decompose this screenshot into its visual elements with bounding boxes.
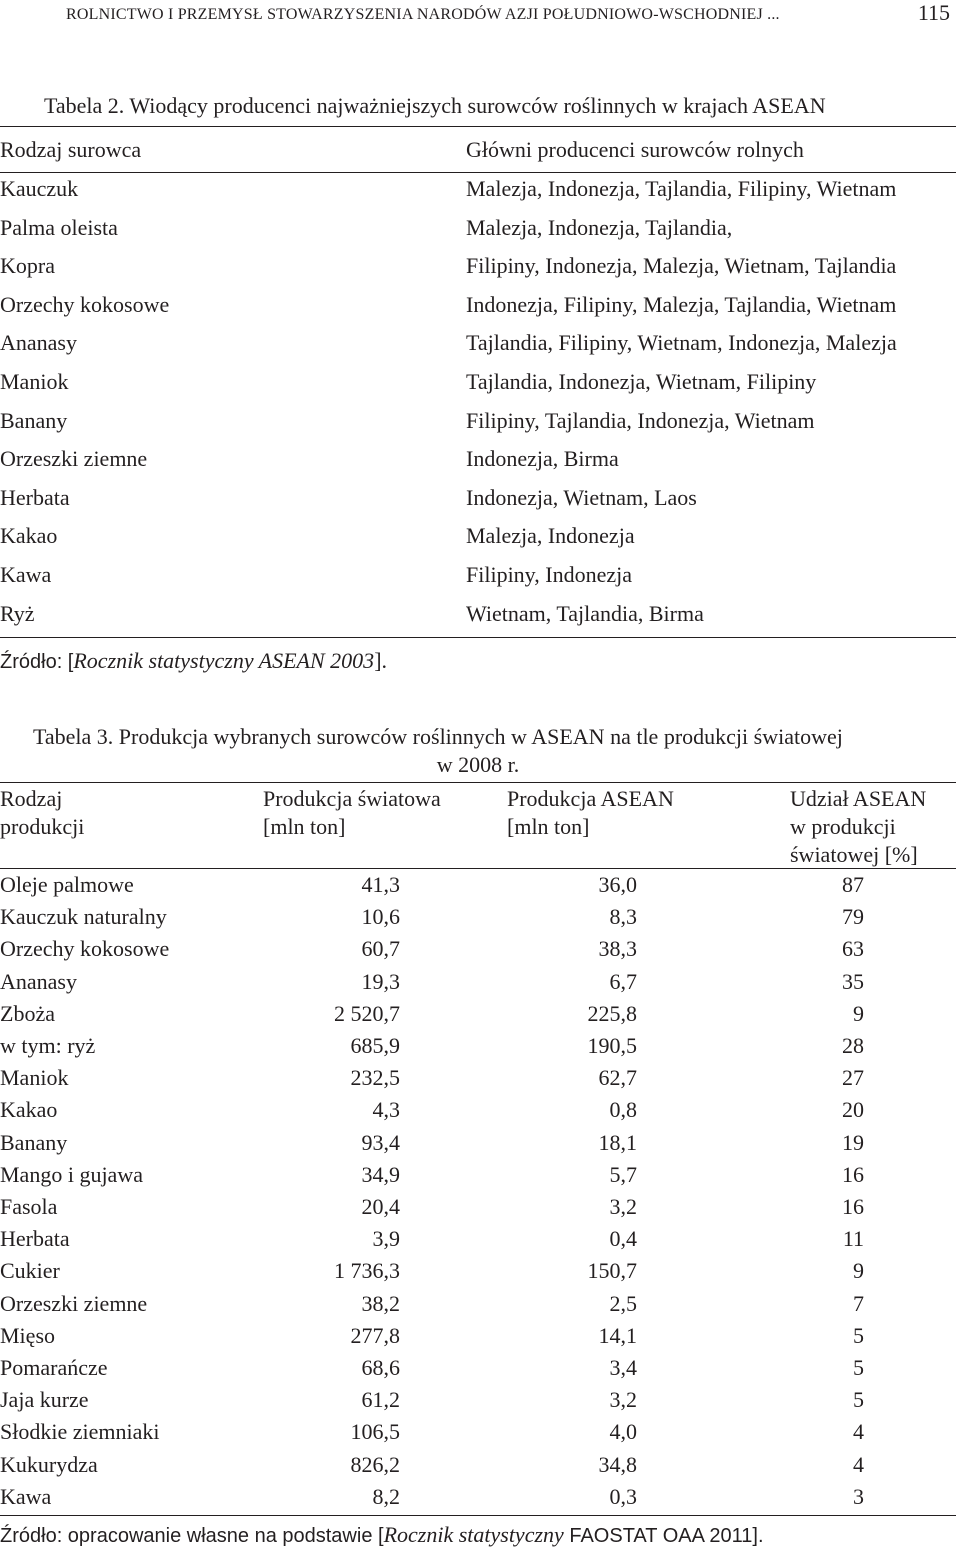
table3-cell-world: 106,5 bbox=[350, 1419, 400, 1444]
table3-cell-type: Ananasy bbox=[0, 969, 77, 994]
page-number: 115 bbox=[917, 0, 950, 25]
table3-cell-share: 19 bbox=[842, 1130, 864, 1155]
table3-cell-type: Kawa bbox=[0, 1484, 52, 1509]
table3-cell-asean: 190,5 bbox=[587, 1033, 637, 1058]
table3-cell-type: Kauczuk naturalny bbox=[0, 904, 167, 929]
table3-cell-world: 232,5 bbox=[350, 1065, 400, 1090]
table3-cell-asean: 6,7 bbox=[609, 969, 637, 994]
table3-cell-asean: 0,4 bbox=[609, 1226, 637, 1251]
table2-header-rule bbox=[0, 172, 956, 173]
table3-cell-asean: 4,0 bbox=[609, 1419, 637, 1444]
table3-cell-share: 27 bbox=[842, 1065, 864, 1090]
table2-cell-producers: Indonezja, Birma bbox=[466, 446, 619, 471]
table3-cell-type: Herbata bbox=[0, 1226, 70, 1251]
table3-cell-world: 4,3 bbox=[372, 1097, 400, 1122]
table3-cell-asean: 18,1 bbox=[598, 1130, 637, 1155]
table2-cell-type: Palma oleista bbox=[0, 215, 118, 240]
table3-cell-world: 19,3 bbox=[361, 969, 400, 994]
table3-cell-world: 68,6 bbox=[361, 1355, 400, 1380]
table3-cell-world: 10,6 bbox=[361, 904, 400, 929]
table2-cell-producers: Tajlandia, Indonezja, Wietnam, Filipiny bbox=[466, 369, 817, 394]
table3-cell-world: 93,4 bbox=[361, 1130, 400, 1155]
table2-cell-producers: Indonezja, Filipiny, Malezja, Tajlandia, Wietnam bbox=[466, 292, 897, 317]
table3-cell-type: Pomarańcze bbox=[0, 1355, 108, 1380]
table2-cell-type: Herbata bbox=[0, 485, 70, 510]
table2-bottom-rule bbox=[0, 637, 956, 638]
table3-cell-world: 277,8 bbox=[350, 1323, 400, 1348]
table3-cell-asean: 38,3 bbox=[598, 936, 637, 961]
table3-cell-asean: 3,4 bbox=[609, 1355, 637, 1380]
table3-cell-world: 20,4 bbox=[361, 1194, 400, 1219]
table3-header-world: Produkcja światowa [mln ton] bbox=[263, 786, 441, 839]
table3-cell-world: 685,9 bbox=[350, 1033, 400, 1058]
table3-cell-world: 1 736,3 bbox=[334, 1258, 400, 1283]
table3-cell-type: Jaja kurze bbox=[0, 1387, 89, 1412]
table3-cell-asean: 150,7 bbox=[587, 1258, 637, 1283]
table2-cell-producers: Tajlandia, Filipiny, Wietnam, Indonezja, Malezja bbox=[466, 330, 897, 355]
table3-cell-share: 5 bbox=[853, 1323, 864, 1348]
table3-cell-share: 20 bbox=[842, 1097, 864, 1122]
table3-cell-world: 826,2 bbox=[350, 1452, 400, 1477]
table3-cell-share: 9 bbox=[853, 1001, 864, 1026]
table2-cell-producers: Indonezja, Wietnam, Laos bbox=[466, 485, 697, 510]
table3-cell-type: Cukier bbox=[0, 1258, 60, 1283]
table3-cell-share: 5 bbox=[853, 1387, 864, 1412]
table3-header-rule bbox=[0, 868, 956, 869]
table3-cell-type: Słodkie ziemniaki bbox=[0, 1419, 160, 1444]
table3-cell-share: 5 bbox=[853, 1355, 864, 1380]
table3-cell-world: 60,7 bbox=[361, 936, 400, 961]
table3-cell-share: 63 bbox=[842, 936, 864, 961]
table2-cell-producers: Malezja, Indonezja bbox=[466, 523, 635, 548]
table3-cell-share: 79 bbox=[842, 904, 864, 929]
table3-cell-asean: 225,8 bbox=[587, 1001, 637, 1026]
table2-cell-type: Banany bbox=[0, 408, 68, 433]
table3-header-share: Udział ASEAN w produkcji światowej [%] bbox=[790, 786, 927, 867]
table3-cell-type: Mango i gujawa bbox=[0, 1162, 143, 1187]
table3-cell-type: Mięso bbox=[0, 1323, 55, 1348]
table3-cell-share: 11 bbox=[842, 1226, 864, 1251]
table2-cell-type: Maniok bbox=[0, 369, 69, 394]
table2-top-rule bbox=[0, 126, 956, 127]
table3-source: Źródło: opracowanie własne na podstawie [Rocznik statystyczny FAOSTAT OAA 2011]. bbox=[0, 1522, 764, 1547]
table3-cell-share: 7 bbox=[853, 1291, 864, 1316]
table2-cell-type: Kopra bbox=[0, 253, 55, 278]
table2-source: Źródło: [Rocznik statystyczny ASEAN 2003]. bbox=[0, 648, 388, 673]
table2-cell-type: Ryż bbox=[0, 601, 35, 626]
table2-cell-type: Kauczuk bbox=[0, 176, 79, 201]
table3-header-asean: Produkcja ASEAN [mln ton] bbox=[507, 786, 674, 839]
table3-cell-type: Orzechy kokosowe bbox=[0, 936, 170, 961]
table3-header-type: Rodzaj produkcji bbox=[0, 786, 85, 839]
table2-cell-producers: Malezja, Indonezja, Tajlandia, bbox=[466, 215, 733, 240]
table3-cell-world: 34,9 bbox=[361, 1162, 400, 1187]
table3-cell-type: Kukurydza bbox=[0, 1452, 98, 1477]
table3-cell-share: 28 bbox=[842, 1033, 864, 1058]
table3-cell-asean: 8,3 bbox=[609, 904, 637, 929]
table3-cell-asean: 0,8 bbox=[609, 1097, 637, 1122]
table3-top-rule bbox=[0, 782, 956, 783]
table3-cell-share: 35 bbox=[842, 969, 864, 994]
table3-cell-share: 4 bbox=[853, 1452, 864, 1477]
table3-cell-type: Fasola bbox=[0, 1194, 58, 1219]
table2-caption: Tabela 2. Wiodący producenci najważniejszych surowców roślinnych w krajach ASEAN bbox=[44, 93, 826, 118]
table3-cell-world: 38,2 bbox=[361, 1291, 400, 1316]
running-title: ROLNICTWO I PRZEMYSŁ STOWARZYSZENIA NARODÓW AZJI POŁUDNIOWO-WSCHODNIEJ ... bbox=[66, 6, 780, 23]
table3-cell-asean: 0,3 bbox=[609, 1484, 637, 1509]
table3-cell-type: Oleje palmowe bbox=[0, 872, 134, 897]
table3-cell-asean: 36,0 bbox=[598, 872, 637, 897]
table3-caption: Tabela 3. Produkcja wybranych surowców roślinnych w ASEAN na tle produkcji światowej bbox=[33, 724, 843, 749]
table3-cell-asean: 5,7 bbox=[609, 1162, 637, 1187]
table3-cell-share: 9 bbox=[853, 1258, 864, 1283]
table3-caption-line2: w 2008 r. bbox=[436, 752, 520, 777]
table3-cell-world: 61,2 bbox=[361, 1387, 400, 1412]
table3-cell-share: 4 bbox=[853, 1419, 864, 1444]
table3-cell-world: 8,2 bbox=[372, 1484, 400, 1509]
table2-cell-type: Kakao bbox=[0, 523, 58, 548]
table2-cell-producers: Filipiny, Indonezja, Malezja, Wietnam, Tajlandia bbox=[466, 253, 897, 278]
table3-cell-asean: 14,1 bbox=[598, 1323, 637, 1348]
table3-cell-share: 16 bbox=[842, 1162, 864, 1187]
table2-cell-type: Ananasy bbox=[0, 330, 77, 355]
table3-cell-type: w tym: ryż bbox=[0, 1033, 96, 1058]
table3-cell-type: Kakao bbox=[0, 1097, 58, 1122]
table3-cell-share: 16 bbox=[842, 1194, 864, 1219]
table3-cell-share: 3 bbox=[853, 1484, 864, 1509]
table3-cell-asean: 2,5 bbox=[609, 1291, 637, 1316]
table2-cell-type: Orzechy kokosowe bbox=[0, 292, 170, 317]
table3-cell-type: Banany bbox=[0, 1130, 68, 1155]
table2-cell-producers: Filipiny, Indonezja bbox=[466, 562, 632, 587]
table3-cell-asean: 34,8 bbox=[598, 1452, 637, 1477]
table2-cell-type: Orzeszki ziemne bbox=[0, 446, 148, 471]
table3-cell-type: Maniok bbox=[0, 1065, 69, 1090]
table2-header-producers: Główni producenci surowców rolnych bbox=[466, 137, 804, 162]
table2-cell-producers: Wietnam, Tajlandia, Birma bbox=[466, 601, 704, 626]
table3-bottom-rule bbox=[0, 1515, 956, 1516]
table3-cell-asean: 3,2 bbox=[609, 1194, 637, 1219]
table2-cell-producers: Filipiny, Tajlandia, Indonezja, Wietnam bbox=[466, 408, 815, 433]
table3-cell-world: 41,3 bbox=[361, 872, 400, 897]
table2-cell-producers: Malezja, Indonezja, Tajlandia, Filipiny, Wietnam bbox=[466, 176, 897, 201]
table3-cell-world: 2 520,7 bbox=[334, 1001, 400, 1026]
table3-cell-asean: 62,7 bbox=[598, 1065, 637, 1090]
table3-cell-asean: 3,2 bbox=[609, 1387, 637, 1412]
table3-cell-world: 3,9 bbox=[372, 1226, 400, 1251]
table2-header-type: Rodzaj surowca bbox=[0, 137, 142, 162]
table3-cell-type: Zboża bbox=[0, 1001, 55, 1026]
table2-cell-type: Kawa bbox=[0, 562, 52, 587]
table3-cell-type: Orzeszki ziemne bbox=[0, 1291, 148, 1316]
table3-cell-share: 87 bbox=[842, 872, 864, 897]
